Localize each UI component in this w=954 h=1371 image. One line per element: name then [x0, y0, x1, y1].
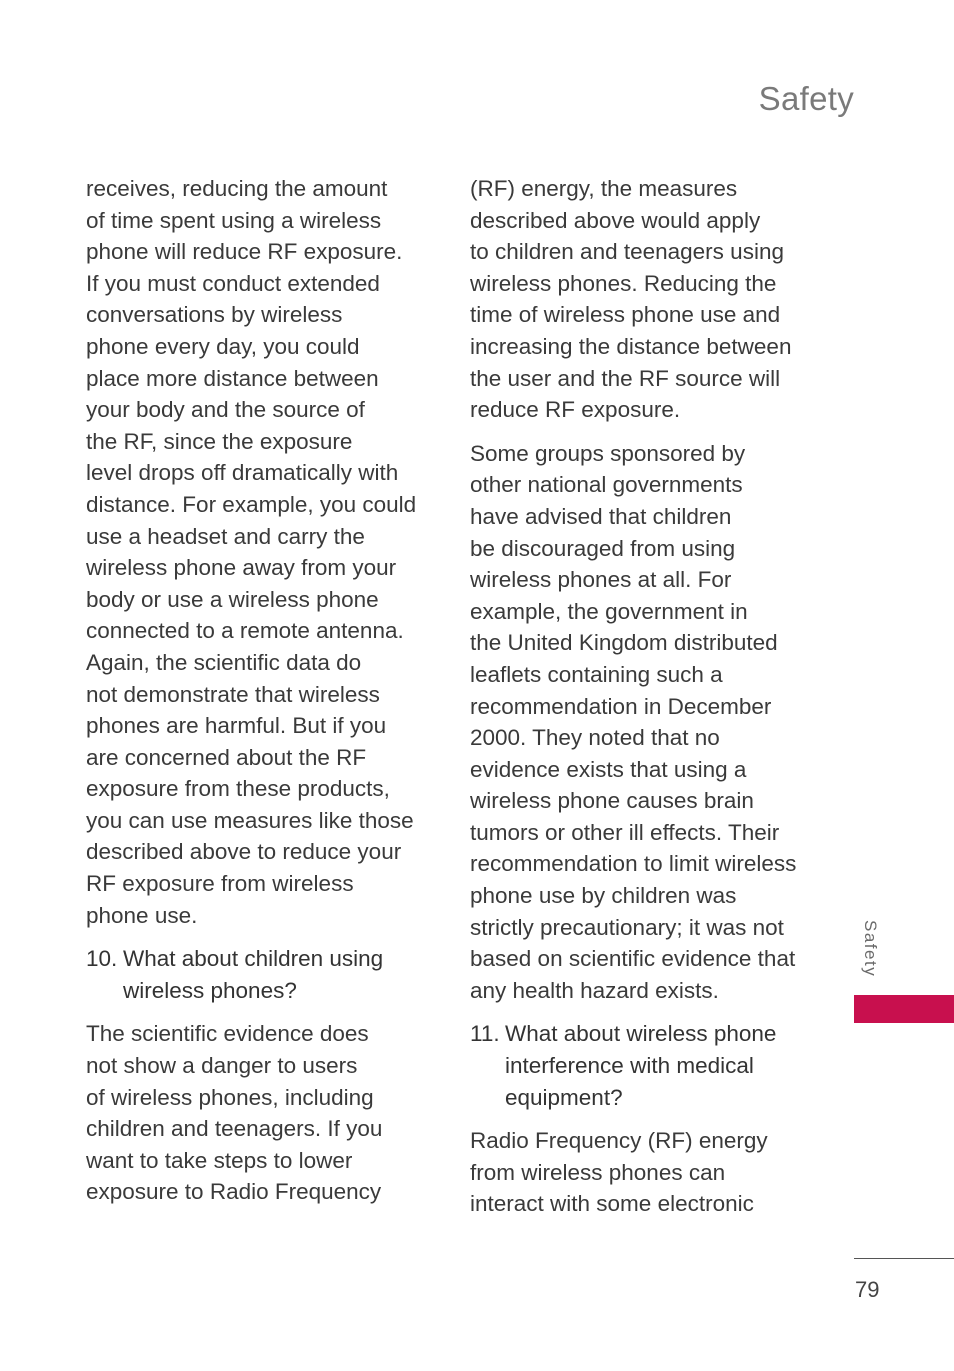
question-heading-11	[470, 1018, 825, 1113]
left-column	[86, 173, 436, 1220]
section-tab-marker	[854, 995, 954, 1023]
question-text: What about children using wireless phones?	[123, 946, 384, 1003]
body-paragraph: Some groups sponsored by other national governments have advised that children be discouraged from using wireless phones at all. For example, the government in the United Kingdom distributed leaflets containing such a recommendation in December 2000. They noted that no evidence exists that using a wireless phone causes brain tumors or other ill effects. Their recommendation to limit wireless phone use by children was strictly precautionary; it was not based on scientific evidence that any health hazard exists.	[470, 440, 797, 1003]
footer-divider	[854, 1258, 954, 1259]
question-number: 11.	[470, 1021, 500, 1047]
page-number: 79	[855, 1277, 880, 1302]
question-number: 10.	[86, 946, 118, 972]
question-text: What about wireless phone interference with medical equipment?	[505, 1021, 777, 1110]
right-column	[470, 173, 825, 1232]
page-title: Safety	[758, 80, 854, 117]
side-tab-label: Safety	[861, 920, 880, 978]
body-paragraph: (RF) energy, the measures described above would apply to children and teenagers using wireless phones. Reducing the time of wireless phone use and increasing the distance between the user and the RF source will reduce RF exposure.	[470, 176, 792, 423]
body-paragraph: receives, reducing the amount of time spent using a wireless phone will reduce RF exposure. If you must conduct extended conversations by wireless phone every day, you could place more distance between your body and the source of the RF, since the exposure level drops off dramatically with distance. For example, you could use a headset and carry the wireless phone away from your body or use a wireless phone connected to a remote antenna. Again, the scientific data do not demonstrate that wireless phones are harmful. But if you are concerned about the RF exposure from these products, you can use measures like those described above to reduce your RF exposure from wireless phone use.	[86, 176, 417, 928]
body-paragraph: The scientific evidence does not show a danger to users of wireless phones, including children and teenagers. If you want to take steps to lower exposure to Radio Frequency	[86, 1021, 383, 1205]
body-paragraph: Radio Frequency (RF) energy from wireless phones can interact with some electronic	[470, 1128, 768, 1217]
question-heading-10	[86, 943, 436, 1006]
